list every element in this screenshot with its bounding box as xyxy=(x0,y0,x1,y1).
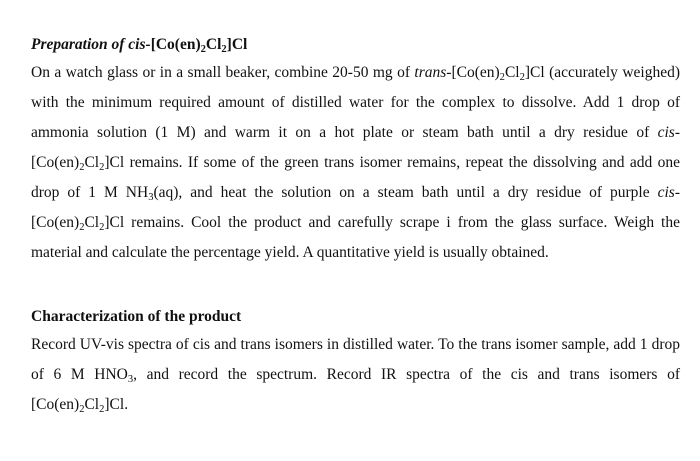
text-run: Cl xyxy=(84,214,100,231)
text-run: Cl xyxy=(504,64,520,81)
heading-prefix: Preparation of cis- xyxy=(31,36,151,53)
subscript-text: 2 xyxy=(79,403,85,415)
subscript-text: 2 xyxy=(79,161,85,173)
formula-part: [Co(en) xyxy=(150,36,201,53)
text-run: -[Co(en) xyxy=(31,184,680,231)
characterization-paragraph xyxy=(31,330,680,420)
characterization-section xyxy=(31,304,680,420)
text-run: -[Co(en) xyxy=(446,64,500,81)
text-run: (aq), and heat the solution on a steam bath until a dry residue of purple xyxy=(153,184,658,201)
text-run: ]Cl remains. If some of the green trans isomer remains, repeat the dissolving and add one drop of 1 M NH xyxy=(31,154,680,201)
subscript-text: 3 xyxy=(148,191,154,203)
subscript-text: 2 xyxy=(499,71,505,83)
formula-subscript: 2 xyxy=(200,43,206,55)
subscript-text: 2 xyxy=(99,403,105,415)
italic-text: trans xyxy=(414,64,447,81)
text-run: ]Cl remains. Cool the product and carefully scrape i from the glass surface. Weigh the material and calculate the percentage yield. A quantitative yield is usually obtained. xyxy=(31,214,680,261)
text-run: ]Cl (accurately weighed) with the minimum required amount of distilled water for the complex to dissolve. Add 1 drop of ammonia solution (1 M) and warm it on a hot plate or steam bath until a dry residue of xyxy=(31,64,680,141)
preparation-paragraph xyxy=(31,58,680,268)
formula-subscript: 2 xyxy=(221,43,227,55)
section-heading-characterization: Characterization of the product xyxy=(31,308,242,325)
subscript-text: 2 xyxy=(519,71,525,83)
text-run: Record UV-vis spectra of cis and trans isomers in distilled water. To the trans isomer sample, add 1 drop of 6 M HNO xyxy=(31,336,680,383)
text-run: On a watch glass or in a small beaker, combine 20-50 mg of xyxy=(31,64,415,81)
text-run: , and record the spectrum. Record IR spectra of the cis and trans isomers of [Co(en) xyxy=(31,366,680,413)
subscript-text: 2 xyxy=(79,221,85,233)
formula-part: ]Cl xyxy=(226,36,248,53)
subscript-text: 2 xyxy=(99,221,105,233)
text-run: ]Cl. xyxy=(104,396,129,413)
subscript-text: 3 xyxy=(127,373,134,385)
italic-text: cis xyxy=(657,184,675,201)
section-heading-preparation xyxy=(31,32,680,58)
italic-text: cis xyxy=(657,124,675,141)
text-run: Cl xyxy=(84,154,100,171)
text-run: -[Co(en) xyxy=(31,124,680,171)
text-run: Cl xyxy=(84,396,100,413)
subscript-text: 2 xyxy=(99,161,105,173)
heading-formula xyxy=(151,36,248,53)
formula-part: Cl xyxy=(205,36,222,53)
